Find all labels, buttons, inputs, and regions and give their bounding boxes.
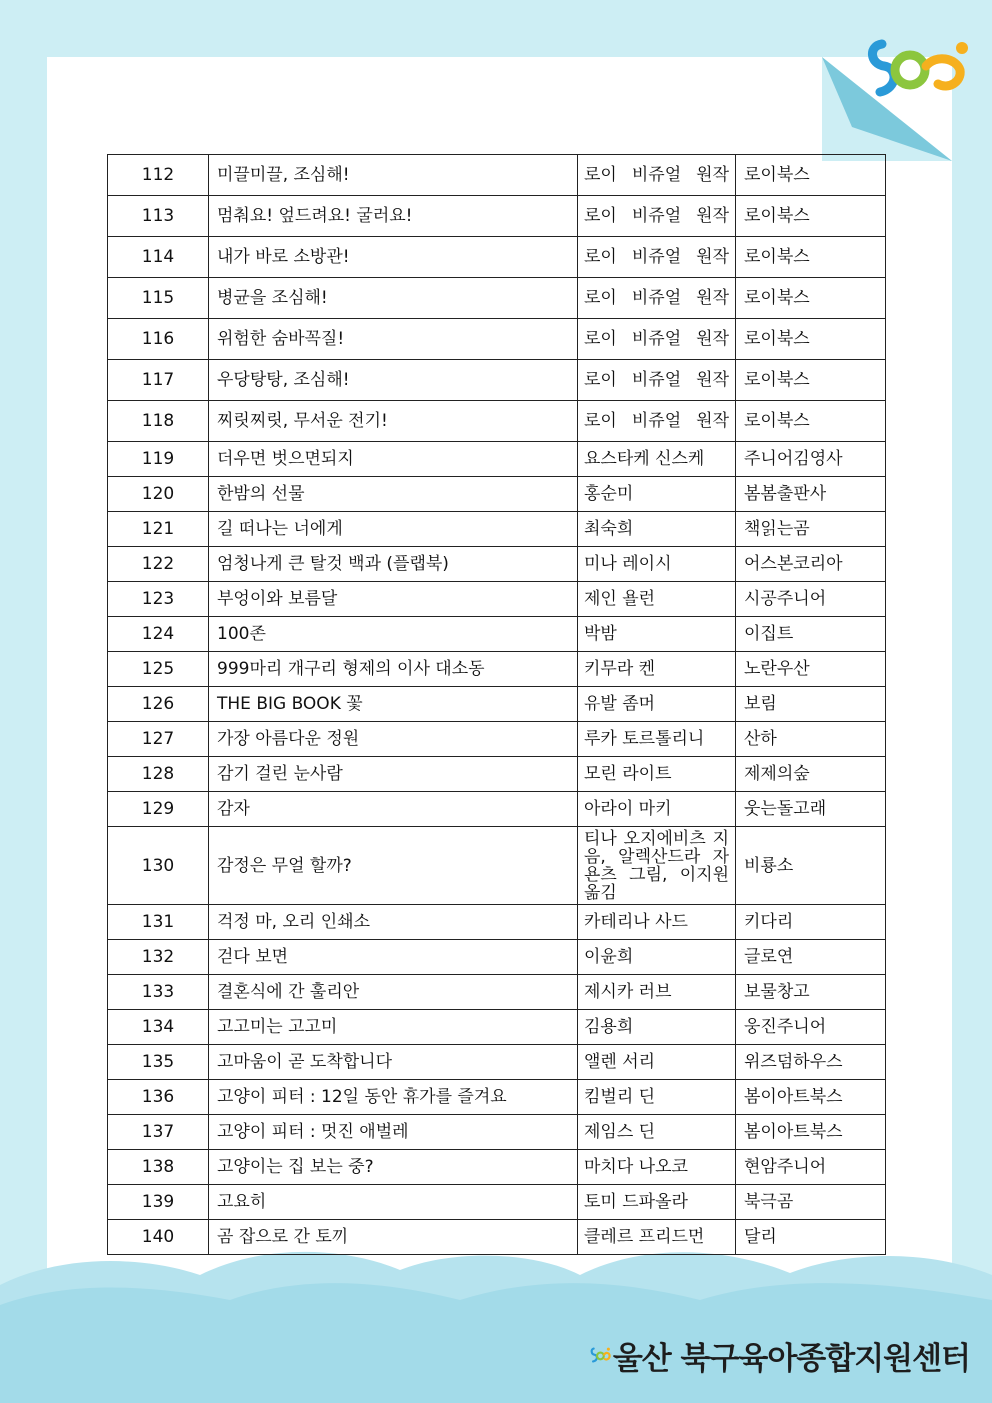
book-publisher: 제제의숲 (736, 757, 886, 792)
book-author: 이윤희 (578, 940, 736, 975)
book-number: 134 (108, 1010, 209, 1045)
book-author: 모린 라이트 (578, 757, 736, 792)
book-publisher: 책읽는곰 (736, 512, 886, 547)
table-row (108, 1150, 886, 1185)
book-publisher: 로이북스 (736, 278, 886, 319)
table-row (108, 687, 886, 722)
book-publisher: 산하 (736, 722, 886, 757)
book-author: 로이 비쥬얼 원작 (578, 278, 736, 319)
book-number: 127 (108, 722, 209, 757)
book-number: 116 (108, 319, 209, 360)
book-publisher: 웅진주니어 (736, 1010, 886, 1045)
table-row (108, 155, 886, 196)
book-number: 123 (108, 582, 209, 617)
book-title: 결혼식에 간 훌리안 (209, 975, 578, 1010)
book-number: 132 (108, 940, 209, 975)
book-author: 킴벌리 딘 (578, 1080, 736, 1115)
book-number: 112 (108, 155, 209, 196)
book-author: 로이 비쥬얼 원작 (578, 401, 736, 442)
book-author: 로이 비쥬얼 원작 (578, 237, 736, 278)
book-publisher: 봄봄출판사 (736, 477, 886, 512)
book-title: 걷다 보면 (209, 940, 578, 975)
table-row (108, 582, 886, 617)
book-number: 119 (108, 442, 209, 477)
book-number: 122 (108, 547, 209, 582)
book-publisher: 봄이아트북스 (736, 1115, 886, 1150)
book-publisher: 로이북스 (736, 155, 886, 196)
table-row (108, 940, 886, 975)
table-row (108, 1045, 886, 1080)
table-row (108, 360, 886, 401)
book-list-table (107, 154, 886, 1255)
book-number: 114 (108, 237, 209, 278)
book-publisher: 보림 (736, 687, 886, 722)
table-row (108, 1080, 886, 1115)
book-title: 걱정 마, 오리 인쇄소 (209, 905, 578, 940)
book-publisher: 주니어김영사 (736, 442, 886, 477)
book-publisher: 북극곰 (736, 1185, 886, 1220)
book-publisher: 시공주니어 (736, 582, 886, 617)
book-author: 루카 토르톨리니 (578, 722, 736, 757)
table-row (108, 1185, 886, 1220)
book-title: 고마움이 곧 도착합니다 (209, 1045, 578, 1080)
book-author: 로이 비쥬얼 원작 (578, 319, 736, 360)
book-title: 고요히 (209, 1185, 578, 1220)
book-author: 박밤 (578, 617, 736, 652)
book-publisher: 키다리 (736, 905, 886, 940)
book-number: 126 (108, 687, 209, 722)
book-author: 아라이 마키 (578, 792, 736, 827)
book-number: 121 (108, 512, 209, 547)
table-row (108, 477, 886, 512)
book-author: 유발 좀머 (578, 687, 736, 722)
table-row (108, 512, 886, 547)
soi-logo-icon (864, 36, 980, 102)
book-number: 117 (108, 360, 209, 401)
book-number: 125 (108, 652, 209, 687)
table-row (108, 722, 886, 757)
book-publisher: 로이북스 (736, 319, 886, 360)
book-title: 위험한 숨바꼭질! (209, 319, 578, 360)
book-publisher: 달리 (736, 1220, 886, 1255)
table-row (108, 278, 886, 319)
book-publisher: 로이북스 (736, 196, 886, 237)
book-title: 우당탕탕, 조심해! (209, 360, 578, 401)
table-row (108, 1010, 886, 1045)
table-row (108, 237, 886, 278)
book-title: 한밤의 선물 (209, 477, 578, 512)
book-publisher: 어스본코리아 (736, 547, 886, 582)
book-author: 홍순미 (578, 477, 736, 512)
book-publisher: 위즈덤하우스 (736, 1045, 886, 1080)
table-row (108, 792, 886, 827)
book-publisher: 글로연 (736, 940, 886, 975)
book-author: 토미 드파올라 (578, 1185, 736, 1220)
book-author: 앨렌 서리 (578, 1045, 736, 1080)
book-title: 병균을 조심해! (209, 278, 578, 319)
book-title: 고양이 피터 : 12일 동안 휴가를 즐겨요 (209, 1080, 578, 1115)
organization-name: 울산 북구육아종합지원센터 (612, 1340, 970, 1377)
table-row (108, 975, 886, 1010)
table-row (108, 319, 886, 360)
book-title: 100존 (209, 617, 578, 652)
book-author: 최숙희 (578, 512, 736, 547)
book-publisher: 로이북스 (736, 237, 886, 278)
book-number: 118 (108, 401, 209, 442)
book-number: 130 (108, 827, 209, 905)
book-number: 120 (108, 477, 209, 512)
book-number: 136 (108, 1080, 209, 1115)
book-author: 미나 레이시 (578, 547, 736, 582)
book-author: 키무라 켄 (578, 652, 736, 687)
book-author: 로이 비쥬얼 원작 (578, 360, 736, 401)
book-publisher: 봄이아트북스 (736, 1080, 886, 1115)
book-publisher: 로이북스 (736, 360, 886, 401)
book-author: 로이 비쥬얼 원작 (578, 155, 736, 196)
book-number: 131 (108, 905, 209, 940)
book-author: 카테리나 사드 (578, 905, 736, 940)
table-row (108, 1115, 886, 1150)
book-title: 가장 아름다운 정원 (209, 722, 578, 757)
book-title: 고양이 피터 : 멋진 애벌레 (209, 1115, 578, 1150)
soi-logo-icon (590, 1324, 611, 1386)
table-row (108, 617, 886, 652)
book-number: 135 (108, 1045, 209, 1080)
book-publisher: 웃는돌고래 (736, 792, 886, 827)
book-number: 139 (108, 1185, 209, 1220)
table-row (108, 652, 886, 687)
book-author: 마치다 나오코 (578, 1150, 736, 1185)
book-title: 부엉이와 보름달 (209, 582, 578, 617)
book-number: 113 (108, 196, 209, 237)
footer-brand (590, 1320, 970, 1390)
book-number: 133 (108, 975, 209, 1010)
table-row (108, 401, 886, 442)
book-title: 999마리 개구리 형제의 이사 대소동 (209, 652, 578, 687)
table-row (108, 547, 886, 582)
table-row (108, 196, 886, 237)
book-number: 129 (108, 792, 209, 827)
table-row (108, 1220, 886, 1255)
book-number: 124 (108, 617, 209, 652)
book-title: 미끌미끌, 조심해! (209, 155, 578, 196)
book-author: 클레르 프리드먼 (578, 1220, 736, 1255)
book-title: 감자 (209, 792, 578, 827)
table-row (108, 757, 886, 792)
book-title: THE BIG BOOK 꽃 (209, 687, 578, 722)
book-title: 찌릿찌릿, 무서운 전기! (209, 401, 578, 442)
book-title: 내가 바로 소방관! (209, 237, 578, 278)
table-row (108, 827, 886, 905)
book-publisher: 현암주니어 (736, 1150, 886, 1185)
book-title: 감정은 무얼 할까? (209, 827, 578, 905)
book-author: 요스타케 신스케 (578, 442, 736, 477)
book-title: 감기 걸린 눈사람 (209, 757, 578, 792)
book-publisher: 로이북스 (736, 401, 886, 442)
book-author: 제임스 딘 (578, 1115, 736, 1150)
book-publisher: 보물창고 (736, 975, 886, 1010)
book-publisher: 노란우산 (736, 652, 886, 687)
book-number: 140 (108, 1220, 209, 1255)
book-number: 115 (108, 278, 209, 319)
book-number: 137 (108, 1115, 209, 1150)
book-number: 138 (108, 1150, 209, 1185)
table-row (108, 442, 886, 477)
table-row (108, 905, 886, 940)
book-author: 김용희 (578, 1010, 736, 1045)
book-number: 128 (108, 757, 209, 792)
book-author: 로이 비쥬얼 원작 (578, 196, 736, 237)
book-author: 제시카 러브 (578, 975, 736, 1010)
book-author: 티나 오지에비츠 지음, 알렉산드라 자욘츠 그림, 이지원 옮김 (578, 827, 736, 905)
book-title: 멈춰요! 엎드려요! 굴러요! (209, 196, 578, 237)
book-title: 고양이는 집 보는 중? (209, 1150, 578, 1185)
book-publisher: 이집트 (736, 617, 886, 652)
book-title: 엄청나게 큰 탈것 백과 (플랩북) (209, 547, 578, 582)
book-title: 곰 잡으로 간 토끼 (209, 1220, 578, 1255)
book-author: 제인 욜런 (578, 582, 736, 617)
book-title: 고고미는 고고미 (209, 1010, 578, 1045)
book-publisher: 비룡소 (736, 827, 886, 905)
book-title: 길 떠나는 너에게 (209, 512, 578, 547)
book-title: 더우면 벗으면되지 (209, 442, 578, 477)
